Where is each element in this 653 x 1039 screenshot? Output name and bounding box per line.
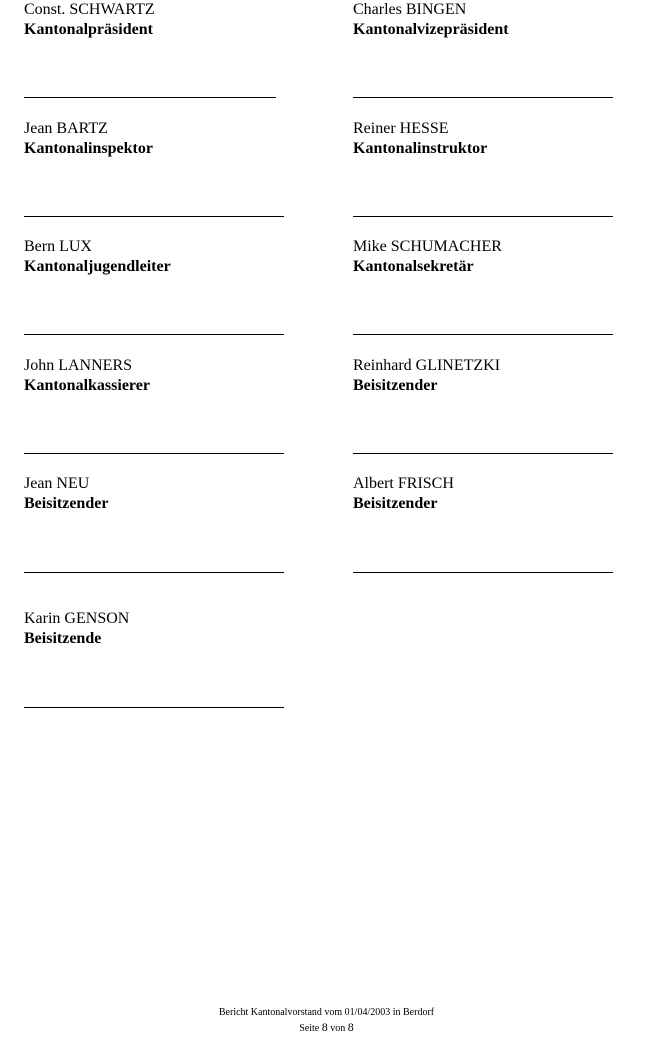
signature-block-hesse bbox=[353, 119, 623, 159]
signature-line bbox=[24, 216, 284, 217]
signature-block-frisch bbox=[353, 474, 623, 514]
signature-block-lux bbox=[24, 237, 294, 277]
signatory-name: Jean BARTZ bbox=[24, 120, 108, 137]
signatory-name: Charles BINGEN bbox=[353, 1, 467, 18]
signature-block-genson bbox=[24, 609, 294, 649]
signatory-name: Bern LUX bbox=[24, 238, 92, 255]
signatory-name: Albert FRISCH bbox=[353, 475, 454, 492]
page-total: 8 bbox=[347, 1020, 354, 1034]
signatory-name: Reiner HESSE bbox=[353, 120, 449, 137]
signature-block-bartz bbox=[24, 119, 294, 159]
page-prefix: Seite bbox=[299, 1023, 320, 1034]
signature-block-bingen bbox=[353, 0, 623, 40]
signature-line bbox=[24, 707, 284, 708]
signature-line bbox=[24, 97, 276, 98]
page-separator: von bbox=[330, 1023, 346, 1034]
signatory-role: Beisitzender bbox=[353, 377, 438, 394]
signatory-role: Kantonaljugendleiter bbox=[24, 258, 171, 275]
signature-line bbox=[24, 572, 284, 573]
signatory-name: Const. SCHWARTZ bbox=[24, 1, 155, 18]
signature-line bbox=[353, 334, 613, 335]
signature-block-neu bbox=[24, 474, 294, 514]
signatory-role: Beisitzende bbox=[24, 630, 102, 647]
footer-report-title: Bericht Kantonalvorstand vom 01/04/2003 in Berdorf bbox=[218, 1007, 435, 1018]
signature-line bbox=[353, 97, 613, 98]
signatory-name: Jean NEU bbox=[24, 475, 90, 492]
signature-block-schumacher bbox=[353, 237, 623, 277]
signature-block-glinetzki bbox=[353, 356, 623, 396]
signatory-role: Kantonalinstruktor bbox=[353, 140, 488, 157]
page-number bbox=[0, 1020, 653, 1036]
signatory-role: Kantonalpräsident bbox=[24, 21, 153, 38]
page-footer bbox=[0, 1006, 653, 1036]
signatory-name: Reinhard GLINETZKI bbox=[353, 357, 501, 374]
signatory-name: Karin GENSON bbox=[24, 610, 130, 627]
signature-block-lanners bbox=[24, 356, 294, 396]
signatory-role: Beisitzender bbox=[353, 495, 438, 512]
signatory-role: Kantonalsekretär bbox=[353, 258, 474, 275]
signatory-name: John LANNERS bbox=[24, 357, 133, 374]
signature-line bbox=[353, 453, 613, 454]
signature-line bbox=[353, 572, 613, 573]
signatory-role: Kantonalinspektor bbox=[24, 140, 153, 157]
signatory-role: Beisitzender bbox=[24, 495, 109, 512]
signature-block-schwartz bbox=[24, 0, 294, 40]
signature-line bbox=[24, 453, 284, 454]
page-current: 8 bbox=[321, 1020, 328, 1034]
signature-line bbox=[353, 216, 613, 217]
signatory-name: Mike SCHUMACHER bbox=[353, 238, 502, 255]
signatory-role: Kantonalkassierer bbox=[24, 377, 150, 394]
signature-line bbox=[24, 334, 284, 335]
signatory-role: Kantonalvizepräsident bbox=[353, 21, 509, 38]
